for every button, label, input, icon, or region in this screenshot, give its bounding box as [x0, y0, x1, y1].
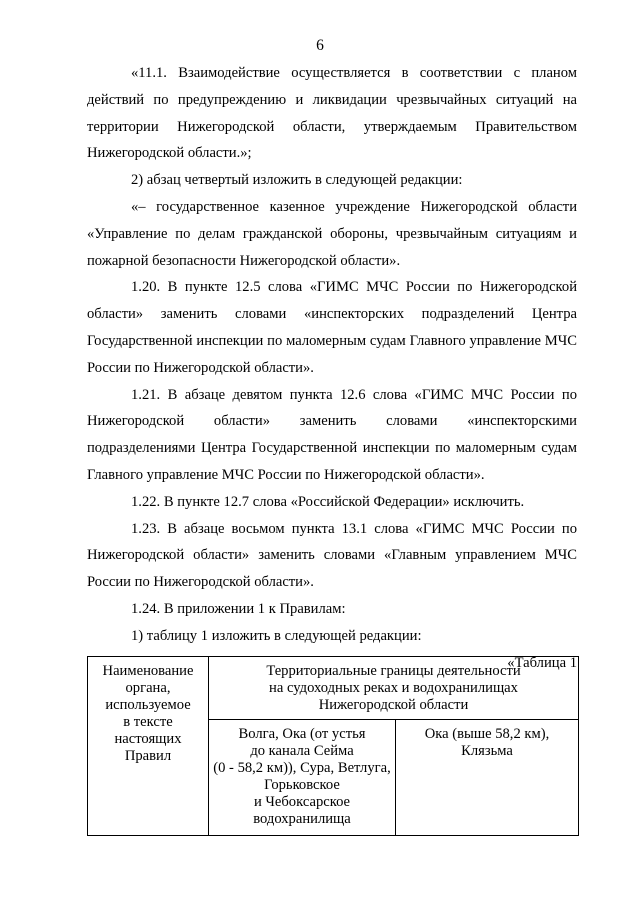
document-body [87, 60, 577, 676]
paragraph-item-2: 2) абзац четвертый изложить в следующей редакции: [131, 172, 463, 189]
table-header-row [88, 657, 579, 720]
table-caption: «Таблица 1 [507, 654, 577, 671]
paragraph-1-21: 1.21. В абзаце девятом пункта 12.6 слова «ГИМС МЧС России по Нижегородской области» заменить словами «инспекторскими подразделениями Центра Государственной инспекции по маломерным судам Главного управление МЧС России по Нижегородской области». [87, 386, 577, 483]
paragraph-1-23: 1.23. В абзаце восьмом пункта 13.1 слова «ГИМС МЧС России по Нижегородской области» заменить словами «Главным управлением МЧС России по Нижегородской области». [87, 520, 577, 591]
paragraph-quote-institution: «– государственное казенное учреждение Нижегородской области «Управление по делам гражданской обороны, чрезвычайным ситуациям и пожарной безопасности Нижегородской области». [87, 198, 577, 269]
paragraph-table-intro: 1) таблицу 1 изложить в следующей редакции: [131, 627, 422, 644]
paragraph-1-22: 1.22. В пункте 12.7 слова «Российской Федерации» исключить. [131, 493, 525, 510]
paragraph-11-1: «11.1. Взаимодействие осуществляется в соответствии с планом действий по предупреждению и ликвидации чрезвычайных ситуаций на территории Нижегородской области, утверждаемым Правительством Нижегородской области.»; [87, 65, 577, 162]
territorial-boundaries-header: Территориальные границы деятельности на судоходных реках и водохранилищах Нижегородской области [209, 657, 579, 720]
boundaries-table [87, 656, 579, 836]
page-number: 6 [316, 37, 324, 54]
volga-oka-column-header: Волга, Ока (от устья до канала Сейма (0 - 58,2 км)), Сура, Ветлуга, Горьковское и Чебоксарское водохранилища [209, 719, 396, 835]
paragraph-1-20: 1.20. В пункте 12.5 слова «ГИМС МЧС России по Нижегородской области» заменить словами «инспекторских подразделений Центра Государственной инспекции по маломерным судам Главного управление МЧС России по Нижегородской области». [87, 279, 577, 376]
paragraph-1-24: 1.24. В приложении 1 к Правилам: [131, 600, 346, 617]
organ-name-header: Наименование органа, используемое в тексте настоящих Правил [88, 657, 209, 836]
oka-klyazma-column-header: Ока (выше 58,2 км), Клязьма [396, 719, 579, 835]
